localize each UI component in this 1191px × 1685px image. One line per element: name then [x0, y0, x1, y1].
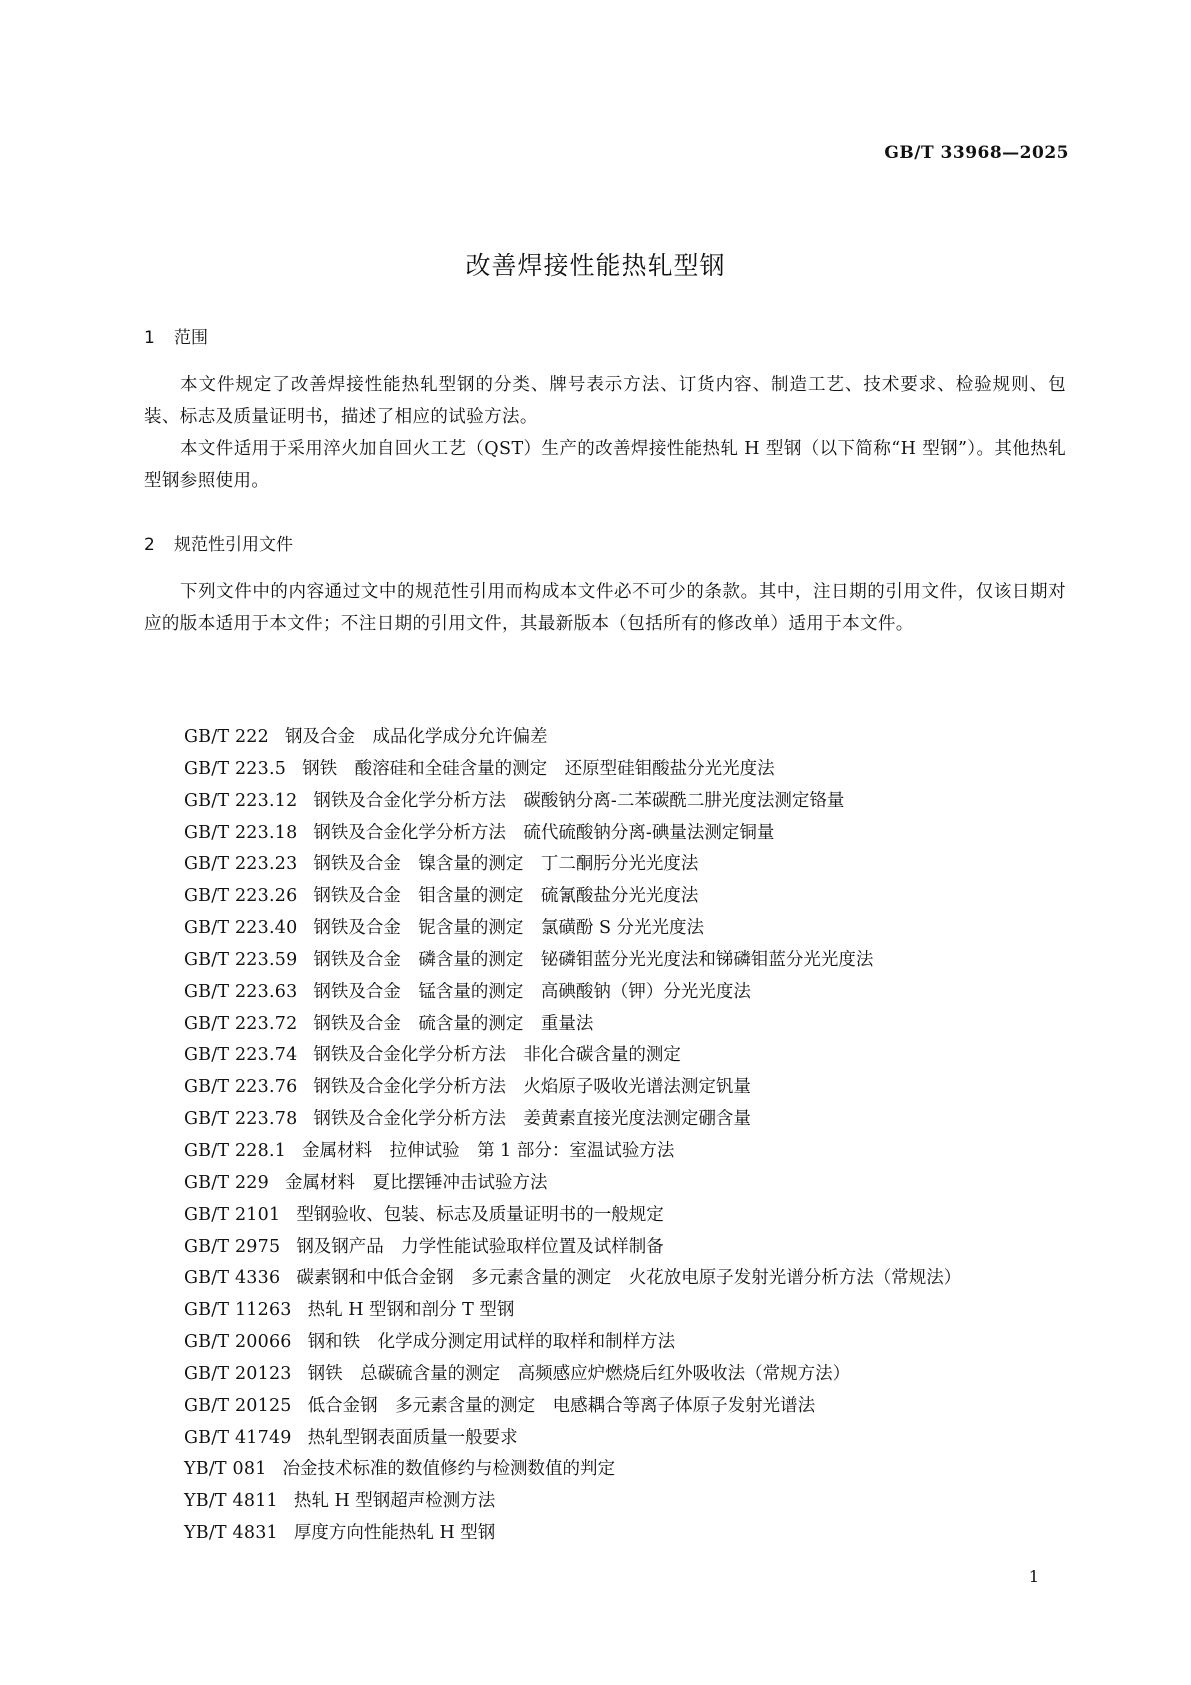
section-2-paragraph-1: 下列文件中的内容通过文中的规范性引用而构成本文件必不可少的条款。其中，注日期的引用文件，仅该日期对应的版本适用于本文件；不注日期的引用文件，其最新版本（包括所有的修改单）适用于本文件。 [144, 582, 1066, 634]
reference-code: GB/T 223.26 [184, 886, 298, 907]
reference-code: GB/T 223.59 [184, 949, 298, 970]
reference-item [184, 881, 1064, 913]
reference-item [184, 786, 1064, 818]
section-2-heading [144, 530, 293, 555]
reference-code: GB/T 223.72 [184, 1013, 298, 1034]
reference-item [184, 1232, 1064, 1264]
reference-item [184, 1391, 1064, 1423]
reference-code: GB/T 223.40 [184, 918, 298, 939]
reference-item [184, 1263, 1064, 1295]
reference-code: YB/T 4831 [184, 1523, 278, 1544]
reference-title: 钢铁及合金 锰含量的测定 高碘酸钠（钾）分光光度法 [313, 981, 751, 1002]
reference-item [184, 818, 1064, 850]
reference-code: GB/T 223.12 [184, 790, 298, 811]
reference-title: 金属材料 夏比摆锤冲击试验方法 [284, 1172, 548, 1193]
reference-title: 碳素钢和中低合金钢 多元素含量的测定 火花放电原子发射光谱分析方法（常规法） [296, 1268, 962, 1289]
reference-item [184, 1072, 1064, 1104]
reference-title: 钢铁及合金 磷含量的测定 铋磷钼蓝分光光度法和锑磷钼蓝分光光度法 [313, 949, 874, 970]
reference-code: GB/T 223.5 [184, 758, 287, 779]
reference-item [184, 849, 1064, 881]
reference-item [184, 1136, 1064, 1168]
reference-code: GB/T 223.76 [184, 1077, 298, 1098]
reference-title: 厚度方向性能热轧 H 型钢 [293, 1523, 496, 1544]
reference-code: GB/T 2101 [184, 1204, 281, 1225]
reference-item [184, 1168, 1064, 1200]
reference-item [184, 1295, 1064, 1327]
reference-item [184, 977, 1064, 1009]
reference-title: 热轧 H 型钢超声检测方法 [293, 1491, 496, 1512]
reference-item [184, 1359, 1064, 1391]
reference-code: GB/T 20123 [184, 1363, 292, 1384]
reference-code: GB/T 4336 [184, 1268, 281, 1289]
reference-item [184, 1454, 1064, 1486]
reference-title: 钢铁及合金 铌含量的测定 氯磺酚 S 分光光度法 [313, 918, 705, 939]
reference-title: 热轧型钢表面质量一般要求 [307, 1427, 518, 1448]
reference-title: 钢铁及合金化学分析方法 姜黄素直接光度法测定硼含量 [313, 1109, 751, 1130]
reference-item [184, 722, 1064, 754]
standard-number: GB/T 33968—2025 [884, 143, 1069, 163]
reference-title: 钢铁及合金化学分析方法 碳酸钠分离-二苯碳酰二肼光度法测定铬量 [313, 790, 845, 811]
section-1-heading [144, 323, 208, 348]
reference-title: 钢铁 总碳硫含量的测定 高频感应炉燃烧后红外吸收法（常规方法） [307, 1363, 851, 1384]
reference-title: 钢及钢产品 力学性能试验取样位置及试样制备 [296, 1236, 664, 1257]
section-title: 规范性引用文件 [174, 535, 293, 555]
reference-title: 钢铁及合金化学分析方法 非化合碳含量的测定 [313, 1045, 681, 1066]
section-1-paragraph-2: 本文件适用于采用淬火加自回火工艺（QST）生产的改善焊接性能热轧 H 型钢（以下简称“H 型钢”）。其他热轧型钢参照使用。 [144, 439, 1066, 491]
reference-code: GB/T 223.18 [184, 822, 298, 843]
reference-item [184, 1327, 1064, 1359]
reference-item [184, 754, 1064, 786]
reference-title: 低合金钢 多元素含量的测定 电感耦合等离子体原子发射光谱法 [307, 1395, 816, 1416]
reference-code: GB/T 20125 [184, 1395, 292, 1416]
reference-item [184, 1423, 1064, 1455]
reference-title: 钢铁 酸溶硅和全硅含量的测定 还原型硅钼酸盐分光光度法 [302, 758, 775, 779]
reference-code: GB/T 11263 [184, 1300, 292, 1321]
reference-title: 钢铁及合金化学分析方法 硫代硫酸钠分离-碘量法测定铜量 [313, 822, 775, 843]
reference-title: 热轧 H 型钢和剖分 T 型钢 [307, 1300, 515, 1321]
reference-item [184, 1518, 1064, 1550]
reference-code: GB/T 228.1 [184, 1140, 287, 1161]
reference-code: YB/T 4811 [184, 1491, 278, 1512]
section-number: 1 [144, 328, 155, 348]
normative-references-list [184, 722, 1064, 1550]
reference-code: GB/T 20066 [184, 1332, 292, 1353]
reference-title: 钢铁及合金 钼含量的测定 硫氰酸盐分光光度法 [313, 886, 699, 907]
reference-code: GB/T 223.23 [184, 854, 298, 875]
section-title: 范围 [174, 328, 208, 348]
reference-code: GB/T 223.74 [184, 1045, 298, 1066]
reference-code: GB/T 222 [184, 727, 269, 747]
reference-code: YB/T 081 [184, 1459, 267, 1480]
reference-code: GB/T 229 [184, 1172, 269, 1193]
reference-code: GB/T 41749 [184, 1427, 292, 1448]
reference-item [184, 1200, 1064, 1232]
reference-title: 冶金技术标准的数值修约与检测数值的判定 [282, 1459, 616, 1480]
reference-item [184, 1104, 1064, 1136]
reference-item [184, 1486, 1064, 1518]
reference-code: GB/T 223.78 [184, 1109, 298, 1130]
reference-item [184, 1009, 1064, 1041]
reference-title: 钢和铁 化学成分测定用试样的取样和制样方法 [307, 1332, 676, 1353]
reference-title: 钢铁及合金化学分析方法 火焰原子吸收光谱法测定钒量 [313, 1077, 751, 1098]
section-1-paragraph-1: 本文件规定了改善焊接性能热轧型钢的分类、牌号表示方法、订货内容、制造工艺、技术要求、检验规则、包装、标志及质量证明书，描述了相应的试验方法。 [144, 375, 1066, 427]
reference-title: 钢铁及合金 硫含量的测定 重量法 [313, 1013, 594, 1034]
reference-item [184, 1040, 1064, 1072]
reference-item [184, 913, 1064, 945]
reference-title: 金属材料 拉伸试验 第 1 部分：室温试验方法 [302, 1140, 675, 1161]
reference-item [184, 945, 1064, 977]
document-title: 改善焊接性能热轧型钢 [465, 251, 726, 280]
reference-title: 钢及合金 成品化学成分允许偏差 [284, 727, 548, 747]
section-number: 2 [144, 535, 155, 555]
reference-code: GB/T 223.63 [184, 981, 298, 1002]
reference-code: GB/T 2975 [184, 1236, 281, 1257]
reference-title: 型钢验收、包装、标志及质量证明书的一般规定 [296, 1204, 664, 1225]
page-number: 1 [1028, 1567, 1039, 1586]
reference-title: 钢铁及合金 镍含量的测定 丁二酮肟分光光度法 [313, 854, 699, 875]
